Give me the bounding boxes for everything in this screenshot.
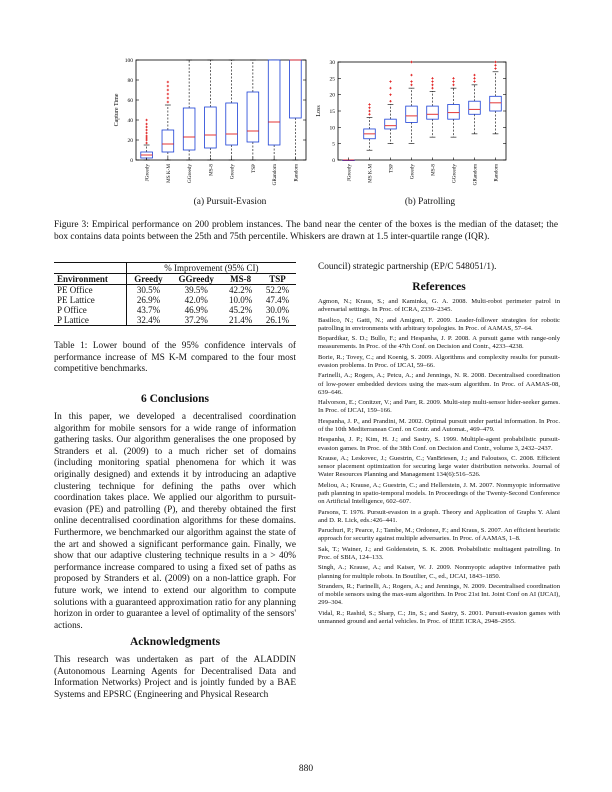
category-label: Greedy: [409, 164, 416, 180]
y-tick-label: 60: [127, 98, 133, 104]
y-tick-label: 0: [332, 158, 335, 164]
y-tick-label: 80: [127, 78, 133, 84]
box-random: [490, 61, 502, 134]
table-cell: 43.7%: [136, 305, 161, 315]
table-cell: 30.5%: [136, 285, 161, 295]
table-header-ms8: MS-8: [222, 274, 259, 285]
chart-pursuit-evasion: [108, 52, 318, 202]
category-label: MS K-M: [165, 164, 172, 183]
box-tsp: [385, 80, 397, 143]
box-iqr: [427, 106, 439, 119]
box-jgreedy: [141, 119, 153, 160]
box-iqr: [205, 107, 217, 148]
reference-list: [318, 298, 560, 628]
category-label: Random: [293, 164, 300, 182]
table-cell: 32.4%: [126, 315, 170, 326]
y-axis-label: Loss: [316, 105, 322, 117]
page-number: 880: [298, 764, 314, 774]
table-row: [54, 315, 296, 326]
reference-item: Hespanha, J. P., and Prandini, M. 2002. Optimal pursuit under partial information. In Proc. of the 10th Mediterranean Conf. on Contr. and Automat., 469–479.: [318, 417, 560, 433]
table-cell: PE Office: [54, 285, 126, 296]
table-cell: P Lattice: [54, 315, 126, 326]
y-tick-label: 5: [332, 141, 335, 148]
y-tick-label: 25: [329, 76, 335, 83]
reference-item: Hespanha, J. P.; Kim, H. J.; and Sastry, S. 1999. Multiple-agent probabilistic pursuit-evasion games. In Proc. of the 38th Conf. on Decision and Contr., volume 3, 2432–2437.: [318, 436, 560, 452]
plot-frame: [338, 62, 506, 160]
y-axis-label: Capture Time: [114, 93, 120, 127]
acknowledgments-text: This research was undertaken as part of the ALADDIN (Autonomous Learning Agents for Decentralised Data and Information Networks) Project and is jointly funded by a BAE Systems and EPSRC (Engineering and Physical Research: [54, 655, 296, 700]
box-ms-8: [205, 60, 217, 160]
reference-item: Farinelli, A.; Rogers, A.; Petcu, A.; and Jennings, N. R. 2008. Decentralised coordination of low-power embedded devices using the max-sum algorithm. In Proc. of AAMAS-08, 639–646.: [318, 372, 560, 396]
category-label: Random: [493, 164, 500, 182]
section-heading-acknowledgments: Acknowledgments: [129, 636, 221, 648]
box-iqr: [406, 106, 418, 122]
category-label: TSP: [250, 164, 257, 173]
reference-item: Parsons, T. 1976. Pursuit-evasion in a graph. Theory and Application of Graphs Y. Alani and D. R. Lick, eds.:426–441.: [318, 508, 560, 524]
figure-caption-text: Figure 3: Empirical performance on 200 problem instances. The band near the center of the boxes is the median of the dataset; the box contains data points between the 25th and 75th percentile. Whiskers are drawn at 1.5 inter-quartile range (IQR).: [54, 220, 558, 242]
table-cell: 46.9%: [184, 305, 208, 315]
improvement-table: [54, 262, 296, 326]
table-header-tsp: TSP: [259, 274, 296, 285]
reference-item: Vidal, R.; Rashid, S.; Sharp, C.; Jin, S.; and Sastry, S. 2001. Pursuit-evasion games with unmanned ground and aerial vehicles. In Proc. of IEEE ICRA, 2948–2955.: [318, 609, 560, 625]
reference-item: Halvorson, E.; Conitzer, V.; and Parr, R. 2009. Multi-step multi-sensor hider-seeker games. In Proc. of IJCAI, 159–166.: [318, 399, 560, 415]
reference-item: Sak, T.; Wainer, J.; and Goldenstein, S. K. 2008. Probabilistic multiagent patrolling. In Proc. of SBIA, 124–133.: [318, 545, 560, 561]
y-tick-label: 10: [329, 125, 335, 132]
table-caption: Table 1: Lower bound of the 95% confidence intervals of performance increase of MS K-M compared to the four most competitive benchmarks.: [54, 341, 296, 375]
table-cell: 42.2%: [229, 285, 253, 295]
box-ggreedy: [183, 60, 195, 160]
box-iqr: [448, 104, 460, 119]
box-iqr: [226, 103, 238, 145]
box-iqr: [469, 101, 481, 114]
table-row: [54, 285, 296, 296]
figure-caption: [54, 219, 558, 243]
reference-item: Basilico, N.; Gatti, N.; and Amigoni, F. 2009. Leader-follower strategies for robotic patrolling in environments with arbitrary topologies. In Proc. of AAMAS, 57–64.: [318, 316, 560, 332]
table-cell: 26.1%: [259, 315, 296, 326]
category-label: GRandom: [272, 164, 279, 186]
table-cell: 39.5%: [184, 285, 208, 295]
section-heading-conclusions: 6 Conclusions: [140, 393, 210, 405]
category-label: MS-8: [430, 164, 437, 176]
table-cell: 21.4%: [222, 315, 259, 326]
reference-item: Agmon, N.; Kraus, S.; and Kaminka, G. A. 2008. Multi-robot perimeter patrol in adversarial settings. In Proc. of ICRA, 2339–2345.: [318, 298, 560, 314]
reference-item: Stranders, R.; Farinelli, A.; Rogers, A.; and Jennings, N. 2009. Decentralised coordination of mobile sensors using the max-sum algorithm. In Proc 21st Int. Joint Conf on AI (IJCAI), 299–304.: [318, 582, 560, 607]
reference-item: Bopardikar, S. D.; Bullo, F.; and Hespanha, J. P. 2008. A pursuit game with range-only measurements. In Proc. of the 47th Conf. on Decision and Contr., 4233–4238.: [318, 335, 560, 351]
box-greedy: [226, 60, 238, 160]
chart-patrolling: [318, 52, 518, 202]
table-row: [54, 295, 296, 305]
conclusions-text: In this paper, we developed a decentralised coordination algorithm for mobile sensors for a wide range of information gathering tasks. Our algorithm generalises the one proposed by Stranders et al. (2009) to a much richer set of domains (including monitoring spatial phenomena for which it was originally designed) and extends it by introducing an adaptive clustering technique for defining the paths over which coordination takes place. We applied our algorithm to pursuit-evasion (PE) and patrolling (P), and thereby obtained the first online decentralised coordination algorithms for these domains. Furthermore, we benchmarked our algorithm against the state of the art and showed a significant performance gain. Finally, we show that our adaptive clustering technique results in a > 40% performance increase compared to using a fixed set of paths as proposed by Stranders et al. (2009) on a non-lattice graph. For future work, we intend to extend our algorithm to compute solutions with a guaranteed approximation ratio for any planning horizon in order to guarantee a level of optimality of the sensors' actions.: [54, 412, 296, 631]
box-iqr: [247, 92, 259, 142]
y-tick-label: 100: [124, 58, 133, 64]
reference-item: Borie, R.; Tovey, C.; and Koenig, S. 2009. Algorithms and complexity results for pursuit-evasion problems. In Proc. of IJCAI, 59–66.: [318, 353, 560, 369]
category-label: JGreedy: [346, 164, 353, 182]
section-heading-references: References: [412, 281, 466, 293]
box-iqr: [490, 96, 502, 111]
box-ms-k-m: [162, 81, 174, 160]
reference-item: Krause, A.; Leskovec, J.; Guestrin, C.; VanBriesen, J.; and Faloutsos, C. 2008. Efficient sensor placement optimization for securing large water distribution networks. Journal of Water Resources Planning and Management 134(6):516–526.: [318, 454, 560, 479]
box-iqr: [183, 108, 195, 150]
category-label: Greedy: [229, 164, 236, 180]
box-ggreedy: [448, 77, 460, 137]
y-tick-label: 20: [127, 138, 133, 144]
category-label: MS-8: [208, 164, 215, 176]
plot-frame: [136, 60, 306, 160]
category-label: TSP: [388, 164, 395, 173]
table-group-header: % Improvement (95% CI): [126, 263, 296, 274]
box-greedy: [406, 61, 418, 144]
y-tick-label: 20: [329, 92, 335, 99]
reference-item: Meliou, A.; Krause, A.; Guestrin, C.; and Hellerstein, J. M. 2007. Nonmyopic informative path planning in spatio-temporal models. In Proceedings of the Twenty-Second Conference on Artificial Intelligence, 602–607.: [318, 481, 560, 506]
table-cell: 37.2%: [170, 315, 222, 326]
box-jgreedy: [343, 160, 355, 161]
table-cell: 45.2%: [229, 305, 253, 315]
box-iqr: [290, 60, 302, 118]
table-header-greedy: Greedy: [126, 274, 170, 285]
y-tick-label: 40: [127, 118, 133, 124]
y-tick-label: 0: [130, 158, 133, 164]
box-ms-k-m: [364, 103, 376, 150]
table-header-environment: Environment: [54, 274, 126, 285]
table-cell: 47.4%: [265, 295, 290, 305]
category-label: GGreedy: [187, 164, 194, 184]
table-cell: P Office: [54, 305, 126, 315]
table-header-ggreedy: GGreedy: [170, 274, 222, 285]
y-tick-label: 30: [329, 60, 335, 66]
acknowledgments-continued: Council) strategic partnership (EP/C 548051/1).: [318, 262, 497, 272]
reference-item: Paruchuri, P.; Pearce, J.; Tambe, M.; Ordonez, F.; and Kraus, S. 2007. An efficient heuristic approach for security against multiple adversaries. In Proc. of AAMAS, 1–8.: [318, 527, 560, 543]
category-label: MS K-M: [367, 164, 374, 183]
table-cell: 42.0%: [184, 295, 208, 305]
category-label: GRandom: [472, 164, 479, 186]
subcaption-b: (b) Patrolling: [404, 197, 456, 207]
box-grandom: [268, 60, 280, 160]
box-iqr: [162, 130, 174, 152]
box-iqr: [268, 60, 280, 145]
box-ms-8: [427, 77, 439, 137]
table-cell: 30.0%: [265, 305, 290, 315]
table-cell: 10.0%: [229, 295, 253, 305]
reference-item: Singh, A.; Krause, A.; and Kaiser, W. J. 2009. Nonmyopic adaptive informative path planning for multiple robots. In Boutilier, C., ed., IJCAI, 1843–1850.: [318, 564, 560, 580]
subcaption-a: (a) Pursuit-Evasion: [193, 197, 267, 207]
table-cell: 52.2%: [265, 285, 290, 295]
box-grandom: [469, 74, 481, 134]
box-tsp: [247, 60, 259, 160]
table-row: [54, 305, 296, 315]
category-label: JGreedy: [144, 164, 151, 182]
category-label: GGreedy: [451, 164, 458, 184]
box-random: [290, 60, 302, 160]
table-cell: 26.9%: [136, 295, 161, 305]
y-tick-label: 15: [329, 109, 335, 115]
table-cell: PE Lattice: [54, 295, 126, 305]
box-iqr: [385, 119, 397, 129]
